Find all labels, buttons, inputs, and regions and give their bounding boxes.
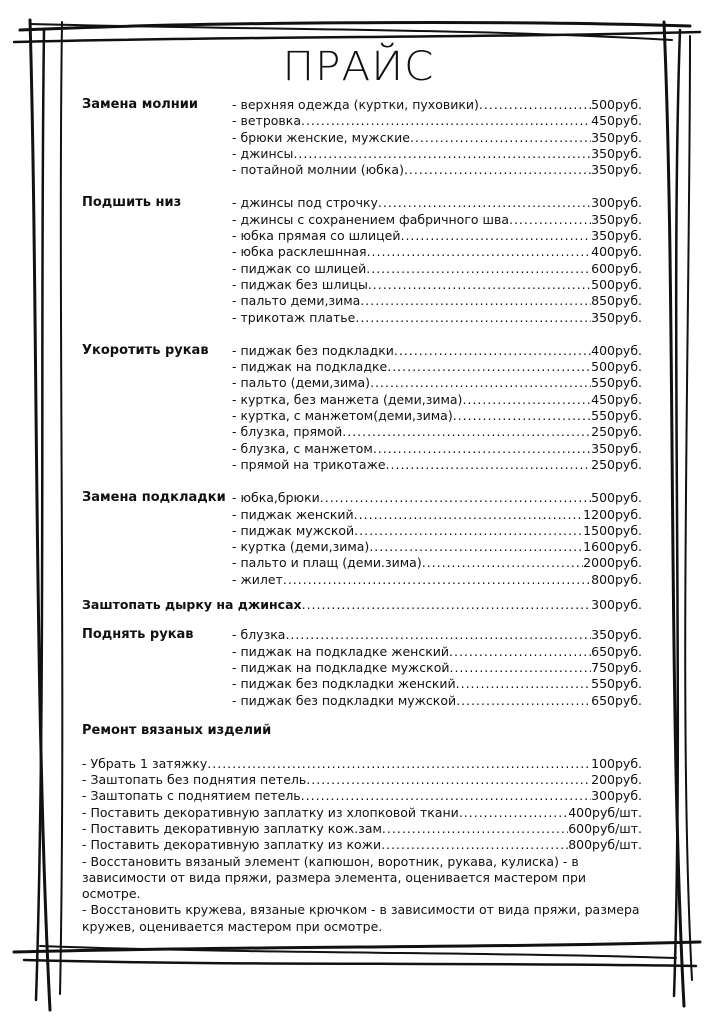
item-name: - Поставить декоративную заплатку из хлопковой ткани [82,804,459,820]
item-list [232,343,642,473]
list-item [232,523,642,539]
item-name: - пиджак без подкладки женский [232,676,456,692]
item-name: - пиджак женский [232,506,354,522]
leader-dots [354,523,583,538]
item-price: 200руб. [591,772,642,788]
list-item [232,408,642,424]
knit-note: - Восстановить кружева, вязаные крючком - в зависимости от вида пряжи, размера кружев, оценивается мастером при осмотре. [82,902,640,934]
item-price: 400руб. [591,342,642,358]
item-price: 250руб. [591,456,642,472]
item-price: 650руб. [591,692,642,708]
list-item [232,162,642,178]
leader-dots [285,627,591,642]
item-name: - пиджак без подкладки [232,342,394,358]
item-price: 100руб. [591,755,642,771]
item-name: - джинсы под строчку [232,195,378,211]
item-name: - блузка, прямой [232,424,343,440]
item-price: 350руб. [591,440,642,456]
list-item [232,375,642,391]
leader-dots [368,277,591,292]
list-item [232,441,642,457]
leader-dots [293,146,591,161]
item-price: 600руб/шт. [568,820,642,836]
list-item [232,244,642,260]
item-price: 350руб. [591,211,642,227]
item-price: 600руб. [591,260,642,276]
item-name: - юбка,брюки [232,490,320,506]
leader-dots [370,375,591,390]
item-name: - Поставить декоративную заплатку кож.зам [82,820,382,836]
item-name: - пальто и плащ (деми.зима) [232,555,422,571]
item-price: 500руб. [591,97,642,112]
item-name: Заштопать дырку на джинсах [82,597,302,613]
leader-dots [456,693,591,708]
item-price: 300руб. [591,597,642,613]
list-item [232,693,642,709]
leader-dots [449,660,591,675]
list-item [82,788,642,804]
item-price: 500руб. [591,359,642,375]
list-item [232,457,642,473]
leader-dots [400,228,591,243]
item-name: - Заштопать без поднятия петель [82,772,307,788]
leader-dots [369,539,583,554]
list-item [82,597,642,613]
item-price: 550руб. [591,408,642,424]
leader-dots [404,162,591,177]
item-name: - юбка расклешнная [232,244,367,260]
section-title: Подшить низ [82,195,182,211]
item-name: - пиджак на подкладке женский [232,643,449,659]
leader-dots [366,261,591,276]
leader-dots [283,572,591,587]
list-item [232,130,642,146]
leader-dots [479,97,591,112]
item-price: 450руб. [591,391,642,407]
list-item [232,572,642,588]
leader-dots [342,424,591,439]
list-item [232,277,642,293]
item-price: 500руб. [591,276,642,292]
leader-dots [354,507,584,522]
item-price: 300руб. [591,195,642,211]
item-price: 400руб/шт. [568,804,642,820]
section-title: Замена подкладки [82,490,226,506]
page-title: ПРАЙС [282,44,435,90]
leader-dots [320,490,591,505]
leader-dots [449,644,591,659]
item-list [232,627,642,708]
leader-dots [355,310,591,325]
item-price: 800руб. [591,571,642,587]
leader-dots [453,408,591,423]
section-darn-jeans [82,597,642,613]
item-price: 850руб. [591,293,642,309]
section-title: Укоротить рукав [82,342,209,358]
item-name: - пальто деми,зима [232,293,361,309]
item-price: 550руб. [591,676,642,692]
leader-dots [207,756,591,771]
item-price: 1600руб. [583,539,642,555]
item-price: 750руб. [591,659,642,675]
list-item [232,212,642,228]
item-name: - потайной молнии (юбка) [232,162,404,178]
item-name: - пиджак без шлицы [232,276,368,292]
list-item [232,392,642,408]
leader-dots [378,195,591,210]
list-item [232,146,642,162]
item-price: 1500руб. [583,522,642,538]
section-raise-sleeve [82,627,642,708]
leader-dots [301,788,591,803]
item-name: - пиджак мужской [232,522,355,538]
list-item [232,228,642,244]
section-knit-repair [82,723,642,935]
item-name: - трикотаж платье [232,309,356,325]
list-item [232,644,642,660]
item-name: - ветровка [232,113,301,129]
leader-dots [387,359,591,374]
item-name: - пальто (деми,зима) [232,375,371,391]
item-name: - джинсы с сохранением фабричного шва [232,211,509,227]
item-name: - куртка (деми,зима) [232,539,370,555]
item-name: - верхняя одежда (куртки, пуховики) [232,97,479,112]
item-price: 350руб. [591,145,642,161]
item-name: - пиджак на подкладке мужской [232,659,450,675]
list-item [82,837,642,853]
list-item [232,424,642,440]
leader-dots [386,457,592,472]
item-price: 800руб/шт. [568,837,642,853]
item-price: 300руб. [591,788,642,804]
item-price: 500руб. [591,490,642,506]
list-item [232,113,642,129]
item-price: 350руб. [591,309,642,325]
item-price: 650руб. [591,643,642,659]
item-name: - Поставить декоративную заплатку из кожи [82,837,382,853]
list-item [232,490,642,506]
list-item [232,310,642,326]
section-shorten-sleeve [82,343,642,473]
leader-dots [509,212,591,227]
section-title: Замена молнии [82,97,199,112]
item-name: - пиджак со шлицей [232,260,367,276]
leader-dots [410,130,591,145]
item-name: - юбка прямая со шлицей [232,228,401,244]
leader-dots [462,392,591,407]
section-hem [82,195,642,325]
leader-dots [301,113,591,128]
leader-dots [360,293,591,308]
list-item [232,555,642,571]
list-item [232,97,642,113]
leader-dots [394,343,591,358]
list-item [232,660,642,676]
list-item [82,821,642,837]
item-list [232,195,642,325]
item-name: - жилет [232,571,283,587]
leader-dots [422,555,583,570]
section-zipper [82,97,642,178]
list-item [232,359,642,375]
list-item [82,756,642,772]
list-item [232,343,642,359]
item-price: 450руб. [591,113,642,129]
leader-dots [456,676,591,691]
item-price: 2000руб. [583,555,642,571]
item-name: - пиджак без подкладки мужской [232,692,457,708]
item-list [232,97,642,178]
list-item [82,772,642,788]
item-name: - прямой на трикотаже [232,456,386,472]
item-price: 350руб. [591,162,642,178]
item-name: - джинсы [232,145,294,161]
list-item [232,195,642,211]
list-item [232,539,642,555]
item-price: 550руб. [591,375,642,391]
item-price: 250руб. [591,424,642,440]
section-lining [82,490,642,588]
item-name: - блузка [232,627,286,643]
leader-dots [382,821,568,836]
item-name: - пиджак на подкладке [232,359,388,375]
list-item [82,805,642,821]
item-name: - брюки женские, мужские [232,129,410,145]
item-price: 350руб. [591,129,642,145]
item-name: - Заштопать с поднятием петель [82,788,301,804]
list-item [232,261,642,277]
leader-dots [302,597,592,612]
item-price: 350руб. [591,228,642,244]
leader-dots [306,772,591,787]
price-content [82,97,642,935]
item-list [232,490,642,588]
section-title: Ремонт вязаных изделий [82,722,272,738]
item-name: - куртка, с манжетом(деми,зима) [232,408,453,424]
item-name: - блузка, с манжетом [232,440,373,456]
item-price: 350руб. [591,627,642,643]
leader-dots [373,441,591,456]
item-name: - куртка, без манжета (деми,зима) [232,391,463,407]
list-item [232,676,642,692]
list-item [232,293,642,309]
section-title: Поднять рукав [82,627,194,643]
knit-note: - Восстановить вязаный элемент (капюшон, воротник, рукава, кулиска) - в зависимости от вида пряжи, размера элемента, оценивается мастером при осмотре. [82,853,587,902]
item-price: 1200руб. [583,506,642,522]
list-item [232,507,642,523]
item-price: 400руб. [591,244,642,260]
item-name: - Убрать 1 затяжку [82,755,208,771]
leader-dots [381,837,568,852]
leader-dots [367,244,592,259]
list-item [232,627,642,643]
leader-dots [459,805,568,820]
